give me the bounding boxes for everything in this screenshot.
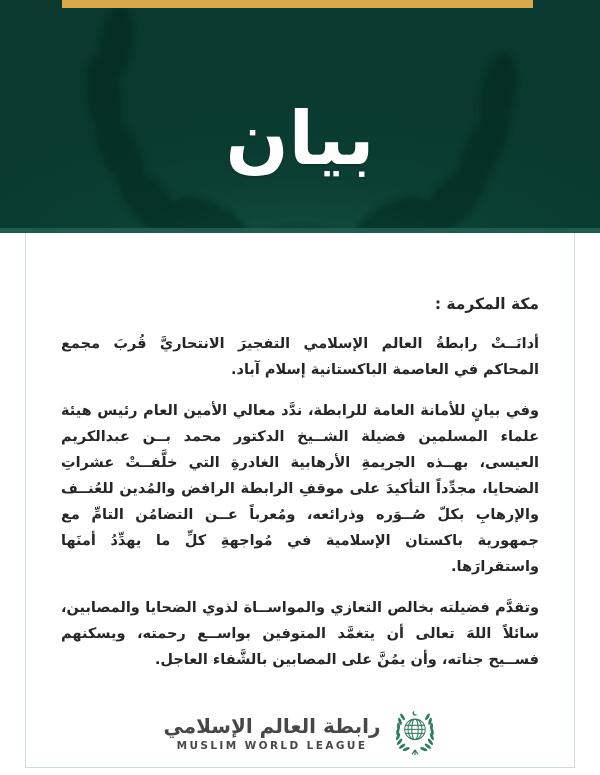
gold-accent-bar <box>62 0 533 8</box>
location-heading: مكة المكرمة : <box>434 295 539 313</box>
statement-paragraph-2: وفي بيانٍ للأمانة العامة للرابطة، ندَّد معالي الأمين العام رئيس هيئة علماء المسلمين فضيلة الشــيخ الدكتور محمد بــن عبدالكريم العيسى، بهــذه الجريمةِ الأرهابية الغادرةِ التي خلَّفــتْ عشراتِ الضحايا، مجدِّداً التأكيدَ على موقفِ الرابطة الرافض والمُدين للعُنــف والإرهابِ بكلّ صُــوَره وذرائعه، ومُعرباً عــن التضامُن التامِّ مع جمهورية باكستان الإسلامية في مُواجهةِ كلِّ ما يهدِّدُ أمنَها واستقرارَها. <box>61 403 539 575</box>
statement-paragraph-3: وتقدَّم فضيلته بخالص التعازي والمواســاة لذوي الضحايا والمصابين، سائلاً اللهَ تعالى أن يتغمَّد المتوفين بواســع رحمته، ويسكنهم فســيح جناته، وأن يمُنَّ على المصابين بالشَّفاء العاجل. <box>61 600 539 668</box>
statement-card <box>25 233 575 768</box>
mwl-logo <box>61 707 539 759</box>
statement-header <box>0 0 600 228</box>
mwl-english-name: MUSLIM WORLD LEAGUE <box>176 739 368 752</box>
statement-paragraph-1: أدانَــتْ رابطةُ العالم الإسلامي التفجيرَ الانتحاريَّ قُربَ مجمع المحاكم في العاصمة الباكستانية إسلام آباد. <box>61 336 539 378</box>
globe-wreath-crescent-icon <box>393 707 437 759</box>
mwl-arabic-name: رابطة العالم الإسلامي <box>163 713 381 738</box>
mwl-logo-text <box>164 715 381 752</box>
statement-title-calligraphy: بيان <box>225 96 375 182</box>
